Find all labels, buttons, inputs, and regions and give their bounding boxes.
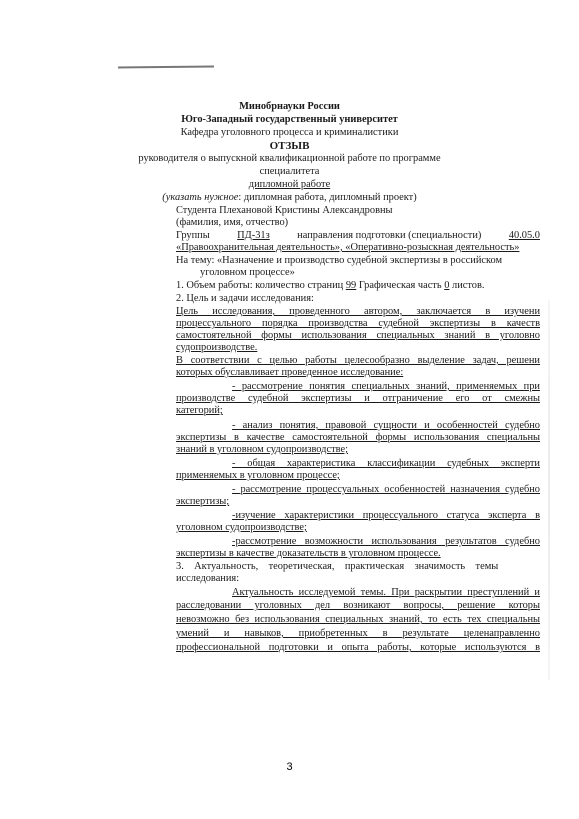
relevance-line: умений и навыков, приобретенных в результате целенаправленно xyxy=(176,628,540,639)
page-number: 3 xyxy=(286,761,293,773)
student-name: Студента Плехановой Кристины Александровны xyxy=(176,205,393,216)
group-line xyxy=(176,230,540,242)
group-label: Группы xyxy=(176,230,210,241)
goal-line: процессуального порядка производства судебной экспертизы в качеств xyxy=(176,318,540,329)
work-type-hint: (указать нужное: дипломная работа, дипломный проект) xyxy=(162,192,417,203)
document-type: ОТЗЫВ xyxy=(269,140,310,152)
pages-count: 99 xyxy=(345,280,357,291)
task-item: знаний в уголовном судопроизводстве; xyxy=(176,444,348,455)
task-item: - общая характеристика классификации судебных эксперти xyxy=(232,458,540,469)
direction-names: «Правоохранительная деятельность», «Оперативно-розыскная деятельность» xyxy=(176,242,520,253)
work-volume: 1. Объем работы: количество страниц 99 Графическая часть 0 листов. xyxy=(176,280,485,291)
sheets-count: 0 xyxy=(444,280,450,291)
goal-line: самостоятельной формы использования специальных знаний в уголовно xyxy=(176,330,540,341)
task-item: экспертизы в качестве самостоятельной формы использования специальны xyxy=(176,432,540,443)
topic-line1: На тему: «Назначение и производство судебной экспертизы в российском xyxy=(176,255,503,266)
ministry-title: Минобрнауки России xyxy=(239,101,340,112)
task-item: экспертизы; xyxy=(176,496,230,507)
scan-artifact-line xyxy=(118,65,214,68)
task-item: производстве судебной экспертизы и отграничение его от смежны xyxy=(176,393,540,404)
direction-code: 40.05.0 xyxy=(508,230,540,241)
student-name-hint: (фамилия, имя, отчество) xyxy=(176,217,289,228)
task-item: уголовном судопроизводстве; xyxy=(176,522,307,533)
group-code: ПД-31з xyxy=(237,230,270,241)
goal-line: судопроизводстве. xyxy=(176,342,258,353)
work-type: дипломной работе xyxy=(248,179,331,190)
department-title: Кафедра уголовного процесса и криминалистики xyxy=(180,127,399,138)
tasks-intro-line: В соответствии с целью работы целесообразно выделение задач, решени xyxy=(176,355,540,366)
relevance-line: Актуальность исследуемой темы. При раскрытии преступлений и xyxy=(232,587,540,598)
relevance-line: невозможно без использования специальных знаний, то есть тех специальны xyxy=(176,614,540,625)
tasks-intro-line: которых обуславливает проведенное исследование: xyxy=(176,367,404,378)
relevance-line: расследовании уголовных дел возникают вопросы, решение которы xyxy=(176,600,540,611)
task-item: - рассмотрение понятия специальных знаний, применяемых при xyxy=(232,381,540,392)
review-subtitle-line2: специалитета xyxy=(259,166,320,177)
task-item: -рассмотрение возможности использования результатов судебно xyxy=(232,536,540,547)
section3-heading: 3. Актуальность, теоретическая, практическая значимость темы xyxy=(176,561,499,572)
topic-line2: уголовном процессе» xyxy=(200,267,295,278)
task-item: - анализ понятия, правовой сущности и особенностей судебно xyxy=(232,420,540,431)
section3-heading-cont: исследования: xyxy=(176,573,240,584)
goals-heading: 2. Цель и задачи исследования: xyxy=(176,293,314,304)
scan-artifact-edge xyxy=(548,300,550,680)
review-subtitle-line1: руководителя о выпускной квалификационной работе по программе xyxy=(138,153,441,164)
task-item: категорий; xyxy=(176,405,223,416)
task-item: применяемых в уголовном процессе; xyxy=(176,470,340,481)
direction-label: направления подготовки (специальности) xyxy=(297,230,482,241)
goal-line: Цель исследования, проведенного автором, заключается в изучени xyxy=(176,306,540,317)
task-item: - рассмотрение процессуальных особенностей назначения судебно xyxy=(232,484,540,495)
task-item: -изучение характеристики процессуального статуса эксперта в xyxy=(232,510,540,521)
relevance-line: профессиональной подготовки и опыта работы, которые используются в xyxy=(176,642,540,653)
task-item: экспертизы в качестве доказательств в уголовном процессе. xyxy=(176,548,441,559)
university-title: Юго-Западный государственный университет xyxy=(181,114,398,125)
